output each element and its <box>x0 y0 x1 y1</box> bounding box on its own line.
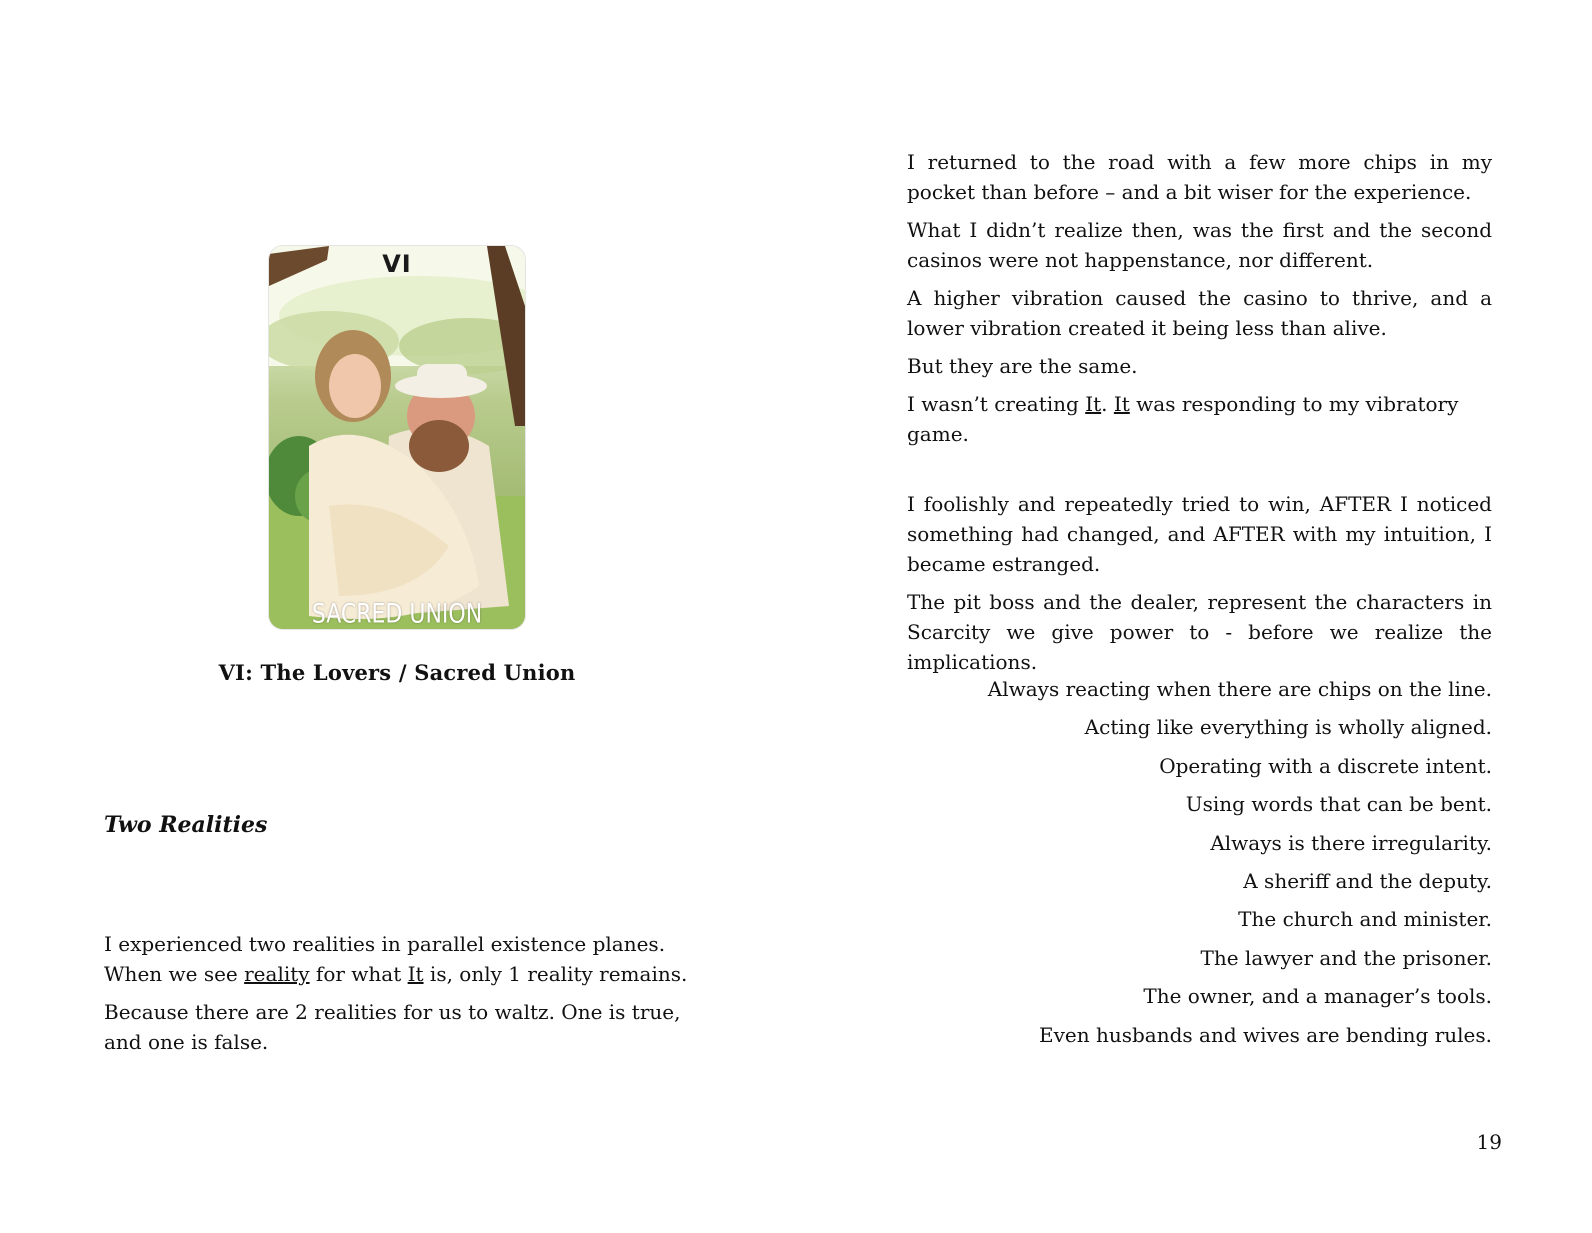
poem-line: Operating with a discrete intent. <box>1159 753 1492 778</box>
paragraph: I returned to the road with a few more chips in my pocket than before – and a bit wiser for the experience. <box>907 150 1492 204</box>
card-numeral: VI <box>382 250 412 278</box>
left-body-text <box>104 929 690 1065</box>
poem-line: Even husbands and wives are bending rules. <box>1039 1022 1492 1047</box>
card-caption: SACRED UNION <box>311 599 483 629</box>
paragraph: What I didn’t realize then, was the first and the second casinos were not happenstance, nor different. <box>907 218 1492 272</box>
poem-line: A sheriff and the deputy. <box>1243 869 1492 894</box>
poem-line: The church and minister. <box>1238 907 1492 932</box>
paragraph: But they are the same. <box>907 354 1138 378</box>
poem-line: Using words that can be bent. <box>1185 792 1492 817</box>
paragraph: I wasn’t creating It. It was responding to my vibratory game. <box>907 392 1459 446</box>
tarot-card-photo <box>269 246 525 629</box>
poem-line: Always is there irregularity. <box>1210 830 1492 855</box>
paragraph: I foolishly and repeatedly tried to win, AFTER I noticed something had changed, and AFTER with my intuition, I became estranged. <box>907 492 1492 576</box>
right-page <box>796 0 1592 1233</box>
page-number: 19 <box>1476 1130 1502 1154</box>
figure-caption: VI: The Lovers / Sacred Union <box>218 660 576 685</box>
right-body-text <box>907 147 1492 685</box>
paragraph: A higher vibration caused the casino to thrive, and a lower vibration created it being less than alive. <box>907 286 1492 340</box>
poem <box>907 670 1492 1054</box>
poem-line: Always reacting when there are chips on the line. <box>987 677 1492 701</box>
poem-line: The owner, and a manager’s tools. <box>1143 984 1492 1009</box>
poem-line: The lawyer and the prisoner. <box>1200 945 1492 970</box>
section-heading: Two Realities <box>104 812 268 838</box>
paragraph: I experienced two realities in parallel existence planes. When we see reality for what It is, only 1 reality remains. <box>104 932 688 986</box>
paragraph: The pit boss and the dealer, represent the characters in Scarcity we give power to - before we realize the implications. <box>907 590 1492 674</box>
tarot-card-image <box>269 246 525 629</box>
poem-line: Acting like everything is wholly aligned. <box>1084 715 1492 740</box>
paragraph: Because there are 2 realities for us to waltz. One is true, and one is false. <box>104 1000 681 1054</box>
